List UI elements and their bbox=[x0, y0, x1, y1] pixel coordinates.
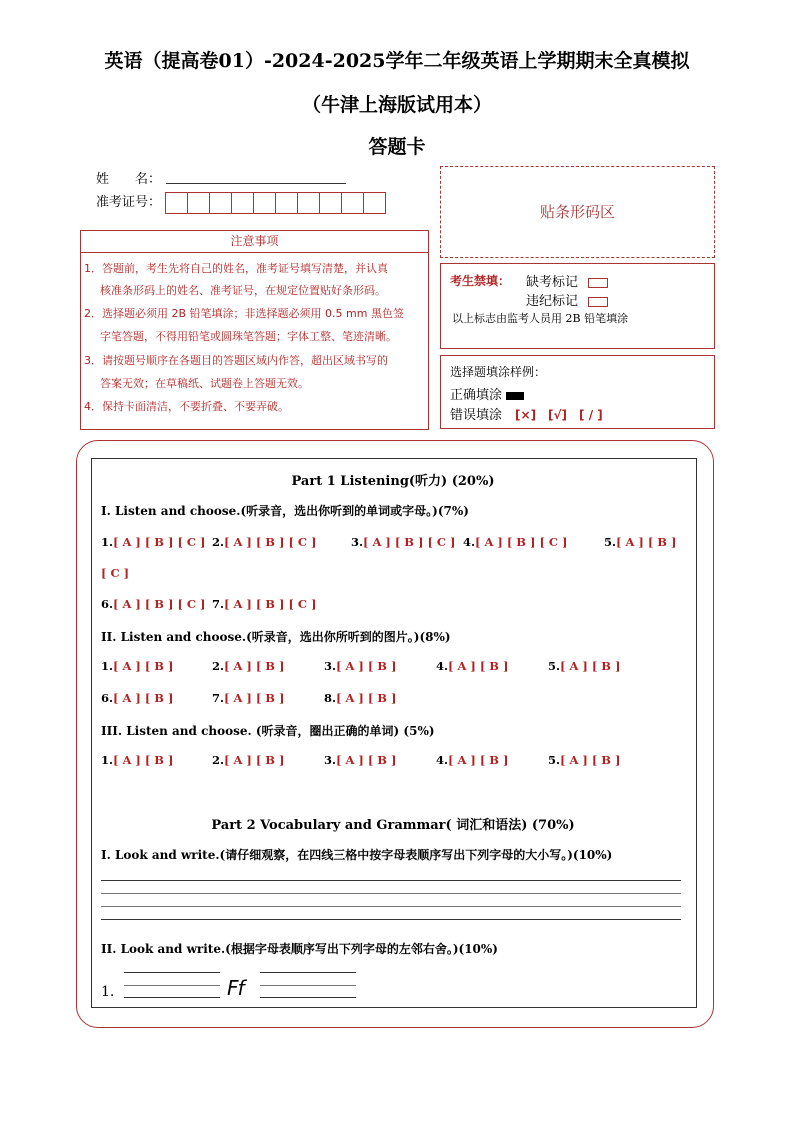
writing-line[interactable] bbox=[260, 997, 356, 998]
page-title: 英语（提高卷01）-2024-2025学年二年级英语上学期期末全真模拟 bbox=[104, 50, 690, 72]
notice-item: 1．答题前，考生先将自己的姓名，准考证号填写清楚，并认真 bbox=[84, 262, 388, 275]
q4[interactable]: 4.[ A ] [ B ] bbox=[436, 659, 509, 673]
section-iii-title: III. Listen and choose. (听录音，圈出正确的单词) (5%) bbox=[101, 724, 435, 738]
writing-line[interactable] bbox=[101, 880, 681, 881]
absent-label: 缺考标记 bbox=[526, 275, 579, 290]
q1[interactable]: 1.[ A ] [ B ] [ C ] bbox=[101, 535, 206, 549]
writing-line[interactable] bbox=[260, 972, 356, 973]
q5-continued[interactable]: [ C ] bbox=[101, 566, 130, 580]
section-i-title: I. Listen and choose.(听录音，选出你听到的单词或字母。)(7%) bbox=[101, 504, 469, 518]
wrong-sample bbox=[450, 404, 603, 423]
writing-line[interactable] bbox=[101, 919, 681, 920]
name-line[interactable] bbox=[166, 183, 346, 184]
section-ii-title: II. Listen and choose.(听录音，选出你所听到的图片。)(8%) bbox=[101, 630, 451, 644]
answer-card-title: 答题卡 bbox=[368, 136, 426, 158]
section-ii-title: II. Look and write.(根据字母表顺序写出下列字母的左邻右舍。)(10%) bbox=[101, 942, 498, 956]
q3[interactable]: 3.[ A ] [ B ] bbox=[324, 659, 397, 673]
q4[interactable]: 4.[ A ] [ B ] bbox=[436, 753, 509, 767]
prohibit-note: 以上标志由监考人员用 2B 铅笔填涂 bbox=[452, 312, 629, 325]
q5[interactable]: 5.[ A ] [ B ] bbox=[548, 659, 621, 673]
notice-item: 核准条形码上的姓名、准考证号，在规定位置贴好条形码。 bbox=[100, 284, 386, 297]
q2[interactable]: 2.[ A ] [ B ] bbox=[212, 659, 285, 673]
barcode-area bbox=[440, 166, 715, 258]
notice-item: 2．选择题必须用 2B 铅笔填涂；非选择题必须用 0.5 mm 黑色签 bbox=[84, 307, 404, 320]
writing-line[interactable] bbox=[101, 906, 681, 907]
absent-mark[interactable] bbox=[526, 271, 608, 290]
question-number: 1. bbox=[101, 984, 115, 1000]
notice-item: 4．保持卡面清洁，不要折叠、不要弄破。 bbox=[84, 400, 289, 413]
notice-item: 3．请按题号顺序在各题目的答题区域内作答，超出区域书写的 bbox=[84, 354, 388, 367]
absent-box[interactable] bbox=[588, 278, 608, 288]
writing-line[interactable] bbox=[101, 893, 681, 894]
id-label: 准考证号： bbox=[96, 195, 162, 210]
q7[interactable]: 7.[ A ] [ B ] bbox=[212, 691, 285, 705]
writing-line[interactable] bbox=[124, 997, 220, 998]
q7[interactable]: 7.[ A ] [ B ] [ C ] bbox=[212, 597, 317, 611]
wrong-label: 错误填涂 bbox=[450, 408, 503, 423]
q2[interactable]: 2.[ A ] [ B ] bbox=[212, 753, 285, 767]
q1[interactable]: 1.[ A ] [ B ] bbox=[101, 753, 174, 767]
writing-line[interactable] bbox=[124, 985, 220, 986]
part2-title: Part 2 Vocabulary and Grammar( 词汇和语法) (70%) bbox=[211, 818, 575, 833]
q5[interactable]: 5.[ A ] [ B ] bbox=[604, 535, 677, 549]
q4[interactable]: 4.[ A ] [ B ] [ C ] bbox=[463, 535, 568, 549]
q3[interactable]: 3.[ A ] [ B ] [ C ] bbox=[351, 535, 456, 549]
wrong-marks: [×] [√] [ / ] bbox=[515, 408, 603, 422]
correct-label: 正确填涂 bbox=[450, 388, 503, 403]
filled-mark bbox=[506, 392, 524, 400]
name-label: 姓 名： bbox=[96, 172, 162, 187]
q1[interactable]: 1.[ A ] [ B ] bbox=[101, 659, 174, 673]
notice-item: 字笔答题，不得用铅笔或圆珠笔答题；字体工整、笔迹清晰。 bbox=[100, 330, 397, 343]
q3[interactable]: 3.[ A ] [ B ] bbox=[324, 753, 397, 767]
writing-line[interactable] bbox=[260, 985, 356, 986]
q6[interactable]: 6.[ A ] [ B ] [ C ] bbox=[101, 597, 206, 611]
q6[interactable]: 6.[ A ] [ B ] bbox=[101, 691, 174, 705]
writing-line[interactable] bbox=[124, 972, 220, 973]
violation-box[interactable] bbox=[588, 297, 608, 307]
letter-pair: Ff bbox=[227, 976, 244, 1000]
barcode-label: 贴条形码区 bbox=[539, 203, 615, 221]
notice-title: 注意事项 bbox=[80, 230, 429, 253]
part1-title: Part 1 Listening(听力) (20%) bbox=[291, 474, 495, 489]
violation-label: 违纪标记 bbox=[526, 294, 579, 309]
id-boxes[interactable] bbox=[166, 192, 386, 214]
q5[interactable]: 5.[ A ] [ B ] bbox=[548, 753, 621, 767]
page-subtitle: （牛津上海版试用本） bbox=[301, 94, 492, 116]
section-i-title: I. Look and write.(请仔细观察，在四线三格中按字母表顺序写出下列字母的大小写。)(10%) bbox=[101, 848, 613, 862]
sample-title: 选择题填涂样例： bbox=[450, 365, 547, 379]
prohibit-label: 考生禁填： bbox=[450, 274, 511, 288]
notice-item: 答案无效；在草稿纸、试题卷上答题无效。 bbox=[100, 377, 309, 390]
q8[interactable]: 8.[ A ] [ B ] bbox=[324, 691, 397, 705]
q2[interactable]: 2.[ A ] [ B ] [ C ] bbox=[212, 535, 317, 549]
correct-sample bbox=[450, 384, 524, 403]
violation-mark[interactable] bbox=[526, 290, 608, 309]
